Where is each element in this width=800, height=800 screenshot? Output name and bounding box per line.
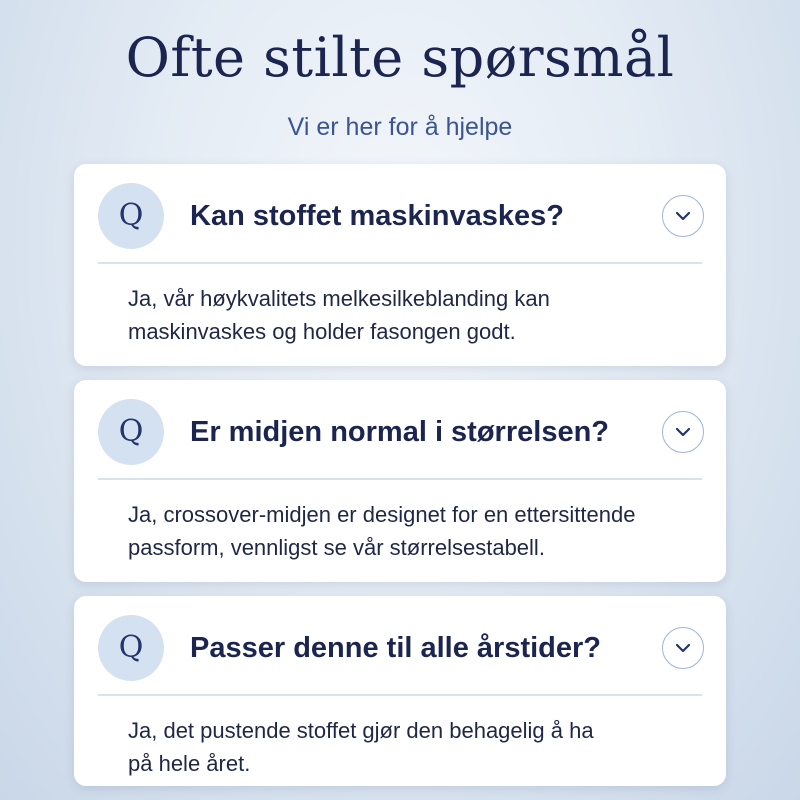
faq-list bbox=[74, 164, 726, 800]
expand-toggle-button[interactable] bbox=[662, 411, 704, 453]
faq-answer bbox=[128, 282, 718, 348]
faq-answer-line: passform, vennligst se vår størrelsestabell. bbox=[128, 535, 545, 560]
faq-question-row[interactable] bbox=[98, 399, 704, 465]
chevron-down-icon bbox=[675, 425, 691, 439]
faq-question-row[interactable] bbox=[98, 183, 704, 249]
faq-question-row[interactable] bbox=[98, 615, 704, 681]
expand-toggle-button[interactable] bbox=[662, 195, 704, 237]
q-badge: Q bbox=[98, 183, 164, 249]
divider bbox=[98, 694, 702, 696]
chevron-down-icon bbox=[675, 209, 691, 223]
faq-item[interactable] bbox=[74, 596, 726, 786]
faq-question[interactable]: Passer denne til alle årstider? bbox=[190, 632, 602, 664]
page-title: Ofte stilte spørsmål bbox=[125, 26, 675, 89]
faq-answer-line: på hele året. bbox=[128, 751, 251, 776]
divider bbox=[98, 262, 702, 264]
expand-toggle-button[interactable] bbox=[662, 627, 704, 669]
page-subtitle: Vi er her for å hjelpe bbox=[287, 113, 513, 141]
divider bbox=[98, 478, 702, 480]
chevron-down-icon bbox=[675, 641, 691, 655]
q-badge: Q bbox=[98, 615, 164, 681]
q-badge: Q bbox=[98, 399, 164, 465]
faq-question[interactable]: Kan stoffet maskinvaskes? bbox=[190, 200, 564, 232]
faq-answer bbox=[128, 714, 718, 780]
faq-item[interactable] bbox=[74, 164, 726, 366]
faq-answer-line: maskinvaskes og holder fasongen godt. bbox=[128, 319, 516, 344]
faq-answer-line: Ja, vår høykvalitets melkesilkeblanding kan bbox=[128, 286, 550, 311]
faq-answer-line: Ja, crossover-midjen er designet for en ettersittende bbox=[128, 502, 636, 527]
faq-answer bbox=[128, 498, 718, 564]
faq-answer-line: Ja, det pustende stoffet gjør den behagelig å ha bbox=[128, 718, 594, 743]
faq-item[interactable] bbox=[74, 380, 726, 582]
faq-question[interactable]: Er midjen normal i størrelsen? bbox=[190, 416, 609, 448]
